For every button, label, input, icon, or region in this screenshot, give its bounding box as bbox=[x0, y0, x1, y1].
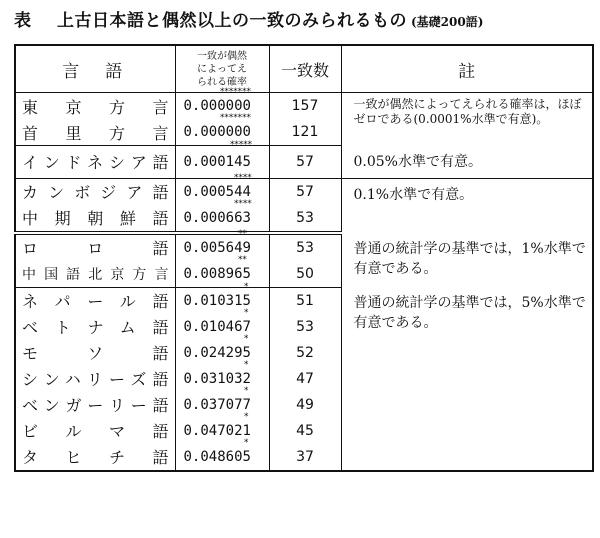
count-cell: 37 bbox=[269, 444, 341, 471]
count-cell: 121 bbox=[269, 119, 341, 146]
language-cell: 首里方言 bbox=[15, 119, 175, 146]
probability-cell: **** 0.000544 bbox=[175, 178, 269, 205]
count-cell: 47 bbox=[269, 366, 341, 392]
header-probability bbox=[175, 45, 269, 93]
significance-stars: ******* bbox=[219, 113, 251, 123]
probability-cell: * 0.048605 bbox=[175, 444, 269, 471]
probability-cell: ** 0.008965 bbox=[175, 261, 269, 288]
significance-stars: ******* bbox=[219, 87, 251, 97]
probability-cell: ******* 0.000000 bbox=[175, 119, 269, 146]
count-cell: 57 bbox=[269, 178, 341, 205]
count-cell: 52 bbox=[269, 340, 341, 366]
header-note: 註 bbox=[341, 45, 593, 93]
language-cell: ネパール語 bbox=[15, 287, 175, 314]
significance-stars: * bbox=[243, 437, 248, 448]
count-cell: 49 bbox=[269, 392, 341, 418]
probability-cell: **** 0.000663 bbox=[175, 205, 269, 233]
language-cell: ベンガーリー語 bbox=[15, 392, 175, 418]
note-cell: 0.05%水準で有意。 bbox=[341, 146, 593, 179]
count-cell: 53 bbox=[269, 233, 341, 261]
table-row bbox=[15, 146, 593, 179]
count-cell: 50 bbox=[269, 261, 341, 288]
significance-stars: ***** bbox=[229, 140, 252, 150]
significance-stars: **** bbox=[233, 172, 252, 183]
table-row bbox=[15, 178, 593, 205]
probability-cell: * 0.047021 bbox=[175, 418, 269, 444]
count-cell: 45 bbox=[269, 418, 341, 444]
language-cell: タヒチ語 bbox=[15, 444, 175, 471]
data-table bbox=[14, 44, 594, 472]
count-cell: 53 bbox=[269, 314, 341, 340]
probability-cell: * 0.024295 bbox=[175, 340, 269, 366]
significance-stars: * bbox=[243, 281, 248, 292]
count-cell: 157 bbox=[269, 93, 341, 120]
language-cell: ロロ語 bbox=[15, 233, 175, 261]
significance-stars: * bbox=[243, 307, 248, 318]
probability-cell: * 0.010315 bbox=[175, 287, 269, 314]
probability-cell: * 0.037077 bbox=[175, 392, 269, 418]
language-cell: ビルマ語 bbox=[15, 418, 175, 444]
significance-stars: **** bbox=[233, 198, 252, 209]
language-cell: モソ語 bbox=[15, 340, 175, 366]
significance-stars: * bbox=[243, 411, 248, 422]
language-cell: 東京方言 bbox=[15, 93, 175, 120]
note-cell: 普通の統計学の基準では，5%水準で有意である。 bbox=[353, 295, 586, 331]
count-cell: 51 bbox=[269, 287, 341, 314]
significance-stars: ** bbox=[237, 254, 247, 265]
table-title bbox=[14, 6, 483, 30]
probability-cell: * 0.010467 bbox=[175, 314, 269, 340]
table-row bbox=[15, 287, 593, 314]
probability-cell: ******* 0.000000 bbox=[175, 93, 269, 120]
language-cell: 中期朝鮮語 bbox=[15, 205, 175, 233]
note-cell: 普通の統計学の基準では，1%水準で有意である。 bbox=[353, 240, 586, 277]
significance-stars: ** bbox=[237, 228, 247, 239]
count-cell: 57 bbox=[269, 146, 341, 179]
table-row bbox=[15, 93, 593, 120]
language-cell: カンボジア語 bbox=[15, 178, 175, 205]
count-cell: 53 bbox=[269, 205, 341, 233]
header-language: 言語 bbox=[15, 45, 175, 93]
table-label: 表 bbox=[14, 11, 31, 31]
language-cell: インドネシア語 bbox=[15, 146, 175, 179]
header-count: 一致数 bbox=[269, 45, 341, 93]
language-cell: ベトナム語 bbox=[15, 314, 175, 340]
probability-cell: ** 0.005649 bbox=[175, 233, 269, 261]
significance-stars: * bbox=[243, 359, 248, 370]
header-probability-text: 一致が偶然 によってえ られる確率 bbox=[197, 50, 247, 88]
probability-cell: * 0.031032 bbox=[175, 366, 269, 392]
note-cell: 一致が偶然によってえられる確率は，ほぼゼロである(0.0001%水準で有意)。 bbox=[353, 97, 582, 126]
table-title-main: 上古日本語と偶然以上の一致のみられるもの bbox=[57, 11, 407, 31]
language-cell: シンハリーズ語 bbox=[15, 366, 175, 392]
note-cell: 0.1%水準で有意。 bbox=[353, 186, 474, 203]
language-cell: 中国語北京方言 bbox=[15, 261, 175, 288]
table-title-sub: (基礎200語) bbox=[411, 15, 484, 29]
significance-stars: * bbox=[243, 333, 248, 344]
table-row bbox=[15, 233, 593, 261]
significance-stars: * bbox=[243, 385, 248, 396]
probability-cell: ***** 0.000145 bbox=[175, 146, 269, 179]
